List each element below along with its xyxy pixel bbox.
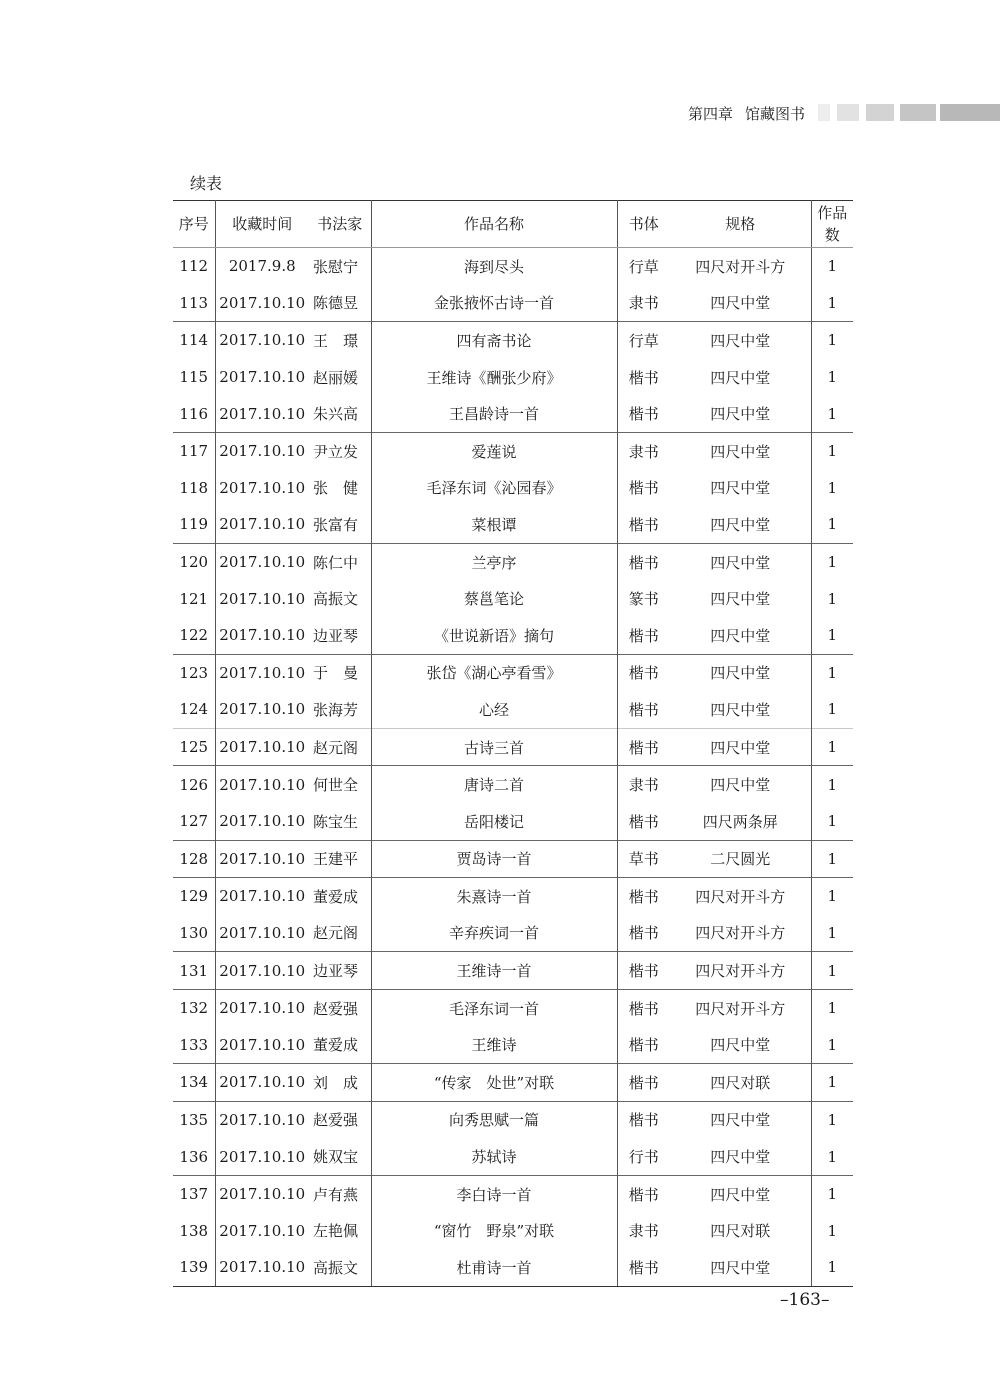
header-bar (866, 104, 894, 121)
cell-count: 1 (827, 700, 838, 719)
cell-artist: 张海芳 (309, 691, 371, 728)
cell-title: 朱熹诗一首 (371, 878, 617, 915)
cell-count: 1 (827, 404, 838, 423)
cell-artist: 何世全 (309, 766, 371, 803)
cell-size: 四尺对开斗方 (670, 878, 811, 915)
table-row (173, 359, 853, 396)
table-row (173, 322, 853, 359)
table-row (173, 470, 853, 507)
header-title: 作品名称 (371, 201, 617, 248)
cell-num: 128 (173, 840, 215, 878)
cell-title: 心经 (371, 691, 617, 728)
cell-artist: 王 璟 (309, 322, 371, 359)
cell-count: 1 (811, 840, 853, 878)
cell-title: 王昌龄诗一首 (371, 395, 617, 432)
cell-date: 2017.10.10 (219, 293, 306, 312)
cell-date: 2017.10.10 (215, 952, 309, 990)
header-style: 书体 (617, 201, 670, 248)
cell-style: 楷书 (628, 368, 659, 387)
cell-title: 毛泽东词《沁园春》 (371, 470, 617, 507)
cell-size: 四尺中堂 (670, 1138, 811, 1175)
cell-num: 137 (173, 1175, 215, 1212)
cell-size: 四尺对开斗方 (670, 952, 811, 990)
cell-size: 四尺中堂 (670, 580, 811, 617)
cell-title: 《世说新语》摘句 (371, 617, 617, 654)
cell-size: 四尺中堂 (670, 1101, 811, 1138)
cell-count: 1 (811, 1064, 853, 1102)
cell-style: 草书 (617, 840, 670, 878)
cell-num: 115 (173, 359, 215, 396)
cell-title: 李白诗一首 (371, 1175, 617, 1212)
cell-title: 苏轼诗 (371, 1138, 617, 1175)
cell-count: 1 (811, 432, 853, 469)
cell-count: 1 (811, 1175, 853, 1212)
cell-style: 楷书 (617, 878, 670, 915)
cell-artist: 赵元阁 (309, 915, 371, 952)
cell-num: 139 (173, 1249, 215, 1286)
cell-date: 2017.10.10 (215, 878, 309, 915)
header-size: 规格 (670, 201, 811, 248)
cell-num: 136 (173, 1138, 215, 1175)
cell-num: 125 (173, 728, 215, 766)
cell-size: 四尺中堂 (670, 470, 811, 507)
cell-artist: 张慰宁 (309, 248, 371, 285)
cell-artist: 卢有燕 (309, 1175, 371, 1212)
cell-style: 隶书 (628, 294, 659, 313)
cell-title: 辛弃疾词一首 (371, 915, 617, 952)
table-row (173, 1138, 853, 1175)
cell-size: 四尺中堂 (670, 432, 811, 469)
cell-style: 隶书 (628, 1222, 659, 1241)
header-bar (818, 104, 830, 121)
cell-style: 楷书 (628, 924, 659, 943)
cell-date: 2017.9.8 (228, 257, 296, 276)
table-row (173, 840, 853, 878)
cell-artist: 陈仁中 (309, 543, 371, 580)
cell-title: 唐诗二首 (371, 766, 617, 803)
cell-style: 楷书 (617, 543, 670, 580)
cell-title: 向秀思赋一篇 (371, 1101, 617, 1138)
cell-size: 四尺对联 (670, 1064, 811, 1102)
cell-style: 楷书 (617, 1064, 670, 1102)
cell-artist: 高振文 (309, 580, 371, 617)
cell-count: 1 (811, 878, 853, 915)
cell-title: “传家 处世”对联 (371, 1064, 617, 1102)
cell-count: 1 (811, 989, 853, 1026)
cell-title: 王维诗一首 (371, 952, 617, 990)
cell-style: 楷书 (628, 1036, 659, 1055)
cell-artist: 陈德昱 (309, 285, 371, 322)
table-row (173, 654, 853, 691)
chapter-label: 第四章 (688, 105, 734, 123)
cell-size: 二尺圆光 (670, 840, 811, 878)
table-row (173, 803, 853, 840)
table-row (173, 878, 853, 915)
table-row (173, 617, 853, 654)
cell-num: 121 (173, 580, 215, 617)
cell-style: 楷书 (617, 728, 670, 766)
cell-count: 1 (827, 293, 838, 312)
table-row (173, 728, 853, 766)
cell-artist: 王建平 (309, 840, 371, 878)
cell-num: 123 (173, 654, 215, 691)
cell-style: 楷书 (628, 479, 659, 498)
header-num: 序号 (173, 201, 215, 248)
cell-count: 1 (827, 478, 838, 497)
cell-date: 2017.10.10 (215, 1175, 309, 1212)
running-header (688, 103, 805, 124)
table-row (173, 395, 853, 432)
cell-num: 138 (173, 1212, 215, 1249)
cell-title: 爱莲说 (371, 432, 617, 469)
cell-count: 1 (827, 812, 838, 831)
cell-count: 1 (827, 257, 838, 276)
cell-num: 118 (173, 470, 215, 507)
cell-size: 四尺中堂 (670, 1249, 811, 1286)
table-row (173, 248, 853, 285)
cell-date: 2017.10.10 (215, 543, 309, 580)
cell-date: 2017.10.10 (215, 1249, 309, 1286)
cell-style: 楷书 (617, 1175, 670, 1212)
cell-num: 129 (173, 878, 215, 915)
cell-date: 2017.10.10 (215, 1101, 309, 1138)
cell-count: 1 (827, 1147, 838, 1166)
cell-date: 2017.10.10 (219, 478, 306, 497)
table-row (173, 766, 853, 803)
cell-style: 篆书 (628, 590, 659, 609)
cell-date: 2017.10.10 (219, 812, 306, 831)
cell-title: 杜甫诗一首 (371, 1249, 617, 1286)
table-row (173, 1175, 853, 1212)
cell-artist: 董爱成 (309, 878, 371, 915)
cell-date: 2017.10.10 (219, 700, 306, 719)
cell-artist: 姚双宝 (309, 1138, 371, 1175)
cell-title: 毛泽东词一首 (371, 989, 617, 1026)
header-bar (940, 104, 1000, 121)
cell-num: 120 (173, 543, 215, 580)
cell-size: 四尺对开斗方 (670, 989, 811, 1026)
cell-style: 隶书 (617, 766, 670, 803)
cell-size: 四尺中堂 (670, 1175, 811, 1212)
cell-count: 1 (811, 543, 853, 580)
cell-count: 1 (811, 952, 853, 990)
cell-artist: 边亚琴 (309, 952, 371, 990)
section-label: 馆藏图书 (745, 105, 806, 123)
cell-title: 海到尽头 (371, 248, 617, 285)
cell-count: 1 (827, 923, 838, 942)
cell-title: 兰亭序 (371, 543, 617, 580)
cell-count: 1 (811, 1101, 853, 1138)
cell-count: 1 (811, 654, 853, 691)
cell-count: 1 (827, 1035, 838, 1054)
cell-style: 楷书 (617, 952, 670, 990)
cell-style: 楷书 (617, 1101, 670, 1138)
table-row (173, 691, 853, 728)
cell-date: 2017.10.10 (215, 989, 309, 1026)
cell-date: 2017.10.10 (215, 840, 309, 878)
table-row (173, 506, 853, 543)
cell-artist: 边亚琴 (309, 617, 371, 654)
cell-size: 四尺中堂 (670, 654, 811, 691)
cell-size: 四尺中堂 (670, 322, 811, 359)
cell-size: 四尺中堂 (670, 691, 811, 728)
cell-num: 119 (173, 506, 215, 543)
table-header-row (173, 201, 853, 248)
cell-num: 124 (173, 691, 215, 728)
cell-title: 王维诗《酬张少府》 (371, 359, 617, 396)
cell-count: 1 (827, 626, 838, 645)
cell-artist: 刘 成 (309, 1064, 371, 1102)
table-row (173, 432, 853, 469)
cell-artist: 赵爱强 (309, 989, 371, 1026)
cell-style: 楷书 (617, 654, 670, 691)
table-row (173, 543, 853, 580)
cell-num: 126 (173, 766, 215, 803)
cell-num: 122 (173, 617, 215, 654)
table-row (173, 1249, 853, 1286)
cell-title: 王维诗 (371, 1026, 617, 1063)
cell-size: 四尺中堂 (670, 395, 811, 432)
cell-title: 贾岛诗一首 (371, 840, 617, 878)
table-row (173, 1026, 853, 1063)
cell-num: 133 (173, 1026, 215, 1063)
cell-date: 2017.10.10 (215, 1064, 309, 1102)
table-row (173, 989, 853, 1026)
cell-date: 2017.10.10 (219, 404, 306, 423)
cell-date: 2017.10.10 (219, 589, 306, 608)
cell-artist: 张 健 (309, 470, 371, 507)
cell-artist: 陈宝生 (309, 803, 371, 840)
cell-date: 2017.10.10 (219, 923, 306, 942)
cell-date: 2017.10.10 (219, 1035, 306, 1054)
cell-num: 116 (173, 395, 215, 432)
cell-size: 四尺对开斗方 (670, 915, 811, 952)
cell-size: 四尺中堂 (670, 766, 811, 803)
cell-title: 张岱《湖心亭看雪》 (371, 654, 617, 691)
table-row (173, 1101, 853, 1138)
cell-date: 2017.10.10 (215, 432, 309, 469)
table-row (173, 285, 853, 322)
cell-style: 隶书 (617, 432, 670, 469)
cell-num: 134 (173, 1064, 215, 1102)
cell-count: 1 (827, 1221, 838, 1240)
cell-size: 四尺中堂 (670, 543, 811, 580)
cell-date: 2017.10.10 (219, 515, 306, 534)
cell-style: 楷书 (628, 626, 659, 645)
cell-style: 楷书 (617, 989, 670, 1026)
table-body (173, 248, 853, 1287)
cell-size: 四尺中堂 (670, 728, 811, 766)
cell-title: “窗竹 野泉”对联 (371, 1212, 617, 1249)
cell-date: 2017.10.10 (219, 1221, 306, 1240)
table-caption: 续表 (190, 174, 223, 193)
cell-num: 114 (173, 322, 215, 359)
collection-table (173, 200, 853, 1287)
cell-title: 金张掖怀古诗一首 (371, 285, 617, 322)
cell-style: 楷书 (628, 700, 659, 719)
cell-artist: 董爱成 (309, 1026, 371, 1063)
cell-date: 2017.10.10 (215, 766, 309, 803)
cell-title: 四有斋书论 (371, 322, 617, 359)
cell-title: 岳阳楼记 (371, 803, 617, 840)
header-bar (837, 104, 859, 121)
cell-num: 112 (173, 248, 215, 285)
cell-style: 楷书 (628, 812, 659, 831)
cell-size: 四尺对联 (670, 1212, 811, 1249)
cell-date: 2017.10.10 (215, 322, 309, 359)
cell-style: 行书 (628, 1148, 659, 1167)
cell-size: 四尺中堂 (670, 617, 811, 654)
cell-artist: 朱兴高 (309, 395, 371, 432)
cell-num: 131 (173, 952, 215, 990)
table-row (173, 580, 853, 617)
cell-style: 楷书 (628, 405, 659, 424)
cell-count: 1 (827, 515, 838, 534)
cell-date: 2017.10.10 (219, 1147, 306, 1166)
cell-artist: 赵元阁 (309, 728, 371, 766)
header-bar (900, 104, 936, 121)
cell-artist: 左艳佩 (309, 1212, 371, 1249)
cell-title: 菜根谭 (371, 506, 617, 543)
cell-size: 四尺中堂 (670, 506, 811, 543)
cell-count: 1 (827, 368, 838, 387)
cell-artist: 赵丽媛 (309, 359, 371, 396)
cell-date: 2017.10.10 (219, 368, 306, 387)
cell-style: 楷书 (617, 1249, 670, 1286)
cell-size: 四尺中堂 (670, 359, 811, 396)
cell-date: 2017.10.10 (219, 626, 306, 645)
cell-count: 1 (827, 589, 838, 608)
header-count: 作品数 (811, 201, 853, 248)
cell-num: 132 (173, 989, 215, 1026)
header-date: 收藏时间 (215, 201, 309, 248)
cell-num: 117 (173, 432, 215, 469)
cell-artist: 赵爱强 (309, 1101, 371, 1138)
cell-artist: 尹立发 (309, 432, 371, 469)
cell-date: 2017.10.10 (215, 728, 309, 766)
cell-title: 古诗三首 (371, 728, 617, 766)
table-row (173, 915, 853, 952)
cell-style: 行草 (628, 257, 659, 276)
cell-num: 135 (173, 1101, 215, 1138)
table-row (173, 1212, 853, 1249)
cell-count: 1 (811, 728, 853, 766)
cell-artist: 于 曼 (309, 654, 371, 691)
table-row (173, 952, 853, 990)
cell-size: 四尺中堂 (670, 285, 811, 322)
cell-size: 四尺对开斗方 (670, 248, 811, 285)
cell-date: 2017.10.10 (215, 654, 309, 691)
page-number: –163– (780, 1290, 830, 1310)
cell-size: 四尺中堂 (670, 1026, 811, 1063)
table-row (173, 1064, 853, 1102)
cell-style: 楷书 (628, 515, 659, 534)
cell-num: 127 (173, 803, 215, 840)
cell-num: 130 (173, 915, 215, 952)
cell-count: 1 (811, 1249, 853, 1286)
header-artist: 书法家 (309, 201, 371, 248)
cell-count: 1 (811, 322, 853, 359)
cell-size: 四尺两条屏 (670, 803, 811, 840)
cell-artist: 高振文 (309, 1249, 371, 1286)
cell-artist: 张富有 (309, 506, 371, 543)
cell-count: 1 (811, 766, 853, 803)
cell-title: 蔡邕笔论 (371, 580, 617, 617)
cell-style: 行草 (617, 322, 670, 359)
cell-num: 113 (173, 285, 215, 322)
